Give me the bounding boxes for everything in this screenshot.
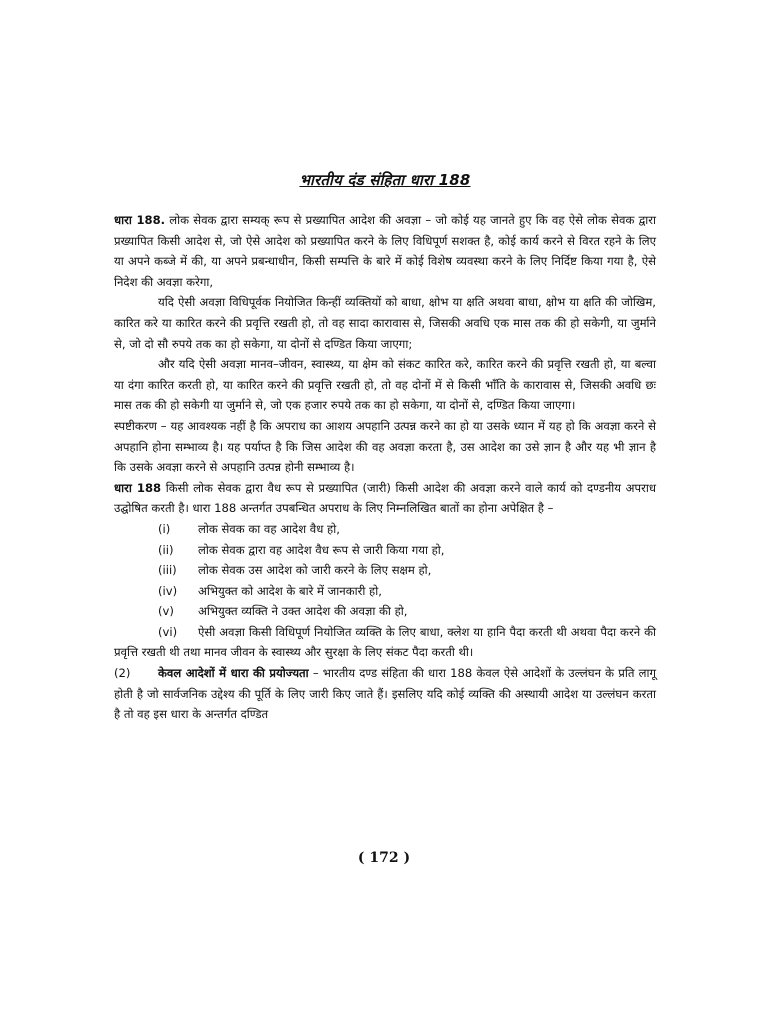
list-item-number: (iv) (158, 583, 178, 598)
list-item-number: (ii) (158, 542, 174, 557)
section-2-text: – भारतीय दण्ड संहिता की धारा 188 केवल ऐसे आदेशों के उल्लंघन के प्रति लागू होती है जो सार्वजनिक उद्देश्य की पूर्ति के लिए जारी किए जाते हैं। इसलिए यदि कोई व्यक्ति की अस्थायी आदेश या उल्लंघन करता है तो वह इस धारा के अन्तर्गत दण्डित (114, 666, 657, 722)
section-text: लोक सेवक द्वारा सम्यक् रूप से प्रख्यापित आदेश की अवज्ञा – जो कोई यह जानते हुए कि वह ऐसे लोक सेवक द्वारा प्रख्यापित किसी आदेश से, जो ऐसे आदेश को प्रख्यापित करने के लिए विधिपूर्ण सशक्त है, कोई कार्य करने से विरत रहने के लिए या अपने कब्जे में की, या अपने प्रबन्धाधीन, किसी सम्पत्ति के बारे में कोई विशेष व्यवस्था करने के लिए निर्दिष्ट किया गया है, ऐसे निदेश की अवज्ञा करेगा, (114, 213, 656, 289)
document-body (114, 170, 656, 725)
summary-label: धारा 188 (114, 480, 162, 495)
list-item-vi (114, 622, 656, 663)
list-item-text: अभियुक्त को आदेश के बारे में जानकारी हो, (198, 583, 382, 598)
list-item-text: लोक सेवक उस आदेश को जारी करने के लिए सक्षम हो, (198, 563, 432, 578)
list-item-number: (v) (158, 604, 174, 619)
list-item (114, 560, 656, 581)
list-item-text: लोक सेवक का वह आदेश वैध हो, (198, 521, 340, 536)
section-188-paragraph (114, 210, 656, 292)
list-item-text: ऐसी अवज्ञा किसी विधिपूर्ण नियोजित व्यक्ति के लिए बाधा, क्लेश या हानि पैदा करती थी अथवा पैदा करने की प्रवृत्ति रखती थी तथा मानव जीवन के स्वास्थ्य और सुरक्षा के लिए संकट पैदा करती थी। (114, 624, 656, 660)
penalty-paragraph-1: यदि ऐसी अवज्ञा विधिपूर्वक नियोजित किन्हीं व्यक्तियों को बाधा, क्षोभ या क्षति अथवा बाधा, क्षोभ या क्षति की जोखिम, कारित करे या कारित करने की प्रवृत्ति रखती हो, तो वह सादा कारावास से, जिसकी अवधि एक मास तक की हो सकेगी, या जुर्माने से, जो दो सौ रुपये तक का हो सकेगा, या दोनों से दण्डित किया जाएगा; (114, 295, 656, 351)
section-2-heading: केवल आदेशों में धारा की प्रयोज्यता (158, 666, 309, 681)
list-item (114, 519, 656, 540)
section-188-summary (114, 478, 656, 519)
page-number: ( 172 ) (357, 850, 411, 866)
penalty-paragraph-2: और यदि ऐसी अवज्ञा मानव–जीवन, स्वास्थ्य, या क्षेम को संकट कारित करे, कारित करने की प्रवृत्ति रखती हो, या बल्वा या दंगा कारित करती हो, या कारित करने की प्रवृत्ति रखती हो, तो वह दोनों में से किसी भाँति के कारावास से, जिसकी अवधि छः मास तक की हो सकेगी या जुर्माने से, जो एक हजार रुपये तक का हो सकेगा, या दोनों से, दण्डित किया जाएगा। (114, 357, 656, 413)
list-item-text: लोक सेवक द्वारा वह आदेश वैध रूप से जारी किया गया हो, (198, 542, 445, 557)
list-item-text: अभियुक्त व्यक्ति ने उक्त आदेश की अवज्ञा की हो, (198, 604, 408, 619)
section-2-paragraph (114, 663, 656, 725)
list-item (114, 601, 656, 622)
list-item-number: (i) (158, 521, 171, 536)
list-item (114, 540, 656, 561)
section-2-number: (2) (114, 666, 131, 681)
explanation-paragraph: स्पष्टीकरण – यह आवश्यक नहीं है कि अपराध का आशय अपहानि उत्पन्न करने का हो या उसके ध्यान में यह हो कि अवज्ञा करने से अपहानि होना सम्भाव्य है। यह पर्याप्त है कि जिस आदेश की वह अवज्ञा करता है, उस आदेश का उसे ज्ञान है और यह भी ज्ञान है कि उसके अवज्ञा करने से अपहानि उत्पन्न होनी सम्भाव्य है। (114, 418, 656, 475)
list-item (114, 581, 656, 602)
list-item-number: (vi) (158, 624, 178, 639)
requirements-list (114, 519, 656, 622)
summary-text: किसी लोक सेवक द्वारा वैध रूप से प्रख्यापित (जारी) किसी आदेश की अवज्ञा करने वाले कार्य को दण्डनीय अपराध उद्घोषित करती है। धारा 188 अन्तर्गत उपबन्धित अपराध के लिए निम्नलिखित बातों का होना अपेक्षित है – (114, 480, 656, 516)
document-title: भारतीय दंड संहिता धारा 188 (299, 171, 471, 189)
section-label: धारा 188. (114, 213, 166, 227)
list-item-number: (iii) (158, 563, 177, 578)
